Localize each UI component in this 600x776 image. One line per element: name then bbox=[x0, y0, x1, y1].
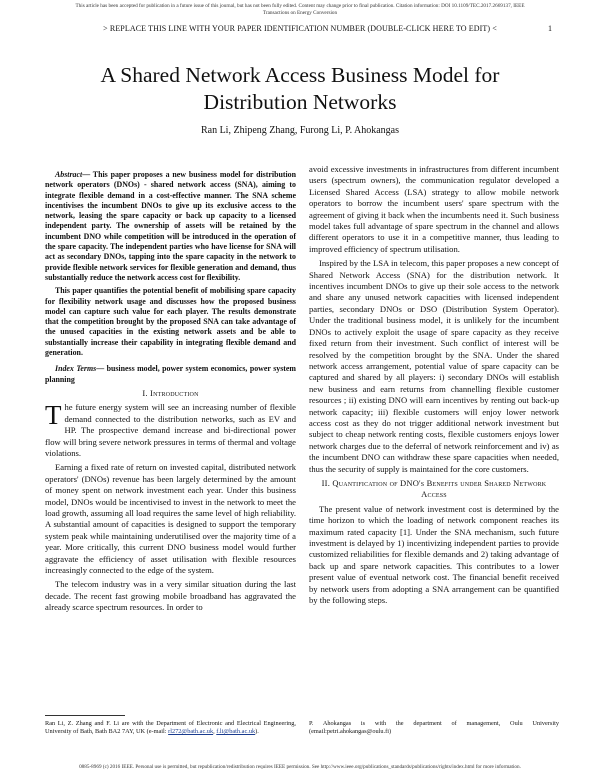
footnote-divider bbox=[45, 715, 125, 716]
section-heading-quantification: II. Quantification of DNO's Benefits under Shared Network Access bbox=[321, 477, 547, 500]
paper-id-placeholder[interactable]: > REPLACE THIS LINE WITH YOUR PAPER IDENTIFICATION NUMBER (DOUBLE-CLICK HERE TO EDIT) < bbox=[103, 24, 497, 33]
email-link-1[interactable]: rl272@bath.ac.uk bbox=[168, 728, 214, 735]
left-column bbox=[45, 170, 296, 617]
abstract-lead: Abstract bbox=[55, 170, 83, 179]
author-list: Ran Li, Zhipeng Zhang, Furong Li, P. Ahokangas bbox=[200, 125, 400, 136]
abstract-paragraph-1 bbox=[45, 170, 296, 283]
paper-title-line1: A Shared Network Access Business Model for bbox=[100, 63, 500, 87]
intro-paragraph-1 bbox=[45, 402, 296, 459]
publication-notice bbox=[0, 3, 600, 17]
abstract-text-1: — This paper proposes a new business model for distribution network operators (DNOs) - shared network access (SNA), aiming to integrate flexible demand in a cost-effective manner. The SNA scheme incentivises the incumbent DNOs to give up its exclusive access to the network, leasing the spare capacity or back up capacity to a licensed independent party. The ownership of assets will be retained by the incumbent DNO while competition will be introduced in the operation of the spare capacity. The independent parties who have license for SNA will act as secondary DNOs, tapping into the spare capacity in the network to provide flexible network services for flexible generation and demand, thus substantially reduce the network access cost for flexibility. bbox=[45, 170, 296, 282]
intro-paragraph-1-text: he future energy system will see an increasing number of flexible demand connected to the distribution networks, such as EV and HP. The prospective demand increase and bi-directional power flow will bring severe network pressures in terms of thermal and voltage violations. bbox=[45, 402, 296, 458]
index-terms-text: — business model, power system economics, power system planning bbox=[45, 364, 296, 384]
abstract bbox=[45, 170, 296, 358]
index-terms bbox=[45, 364, 296, 385]
index-terms-lead: Index Terms bbox=[55, 364, 97, 374]
publication-notice-line2: Transactions on Energy Conversion bbox=[262, 10, 338, 16]
publication-notice-line1: This article has been accepted for publication in a future issue of this journal, but has not been fully edited. Content may change prior to final publication. Citation information: DOI 10.1109/TEC.2017.2669137, IEEE bbox=[75, 3, 525, 9]
introduction-body bbox=[45, 402, 296, 613]
intro-paragraph-3: The telecom industry was in a very similar situation during the last decade. The recent fast growing mobile broadband has aggravated the already scarce spectrum resources. In order to bbox=[45, 579, 296, 613]
paper-title bbox=[40, 62, 560, 116]
right-paragraph-3: The present value of network investment cost is determined by the time horizon to which the loading of network component reaches its maximum rated capacity [1]. Under the SNA mechanism, such future investment is delayed by 1) incentivizing independent parties to provide customized reliabilities for flexible demands and 2) taking advantage of back up and spare network capacities. This contributes to a lower present value of eventual network cost. The financial benefit received by network users from adopting a SNA arrangement can be quantified by the following steps. bbox=[309, 503, 559, 606]
email-link-2[interactable]: f.li@bath.ac.uk bbox=[216, 728, 256, 735]
footnote-left-end: ). bbox=[255, 728, 259, 735]
paper-title-line2: Distribution Networks bbox=[203, 90, 397, 114]
footnote-right: P. Ahokangas is with the department of management, Oulu University (email:petri.ahokangas@oulu.fi) bbox=[309, 720, 559, 735]
footnote-left-text: Ran Li, Z. Zhang and F. Li are with the Department of Electronic and Electrical Engineering, University of Bath, Bath BA2 7AY, UK (e-mail: bbox=[45, 720, 296, 735]
right-column bbox=[309, 164, 559, 609]
section-heading-introduction: I. Introduction bbox=[142, 387, 199, 398]
right-paragraph-2: Inspired by the LSA in telecom, this paper proposes a new concept of Shared Network Access (SNA) for the distribution network. It incentives incumbent DNOs to give up their sole access to the network and share any unused network capacities with licensed independent parties, secondary DNOs or DSO (Distribution System Operator). Under the traditional business model, it is unlikely for the incumbent DNOs to actively exploit the usage of spare capacity as they receive fixed return from their investment. Such conflict of interest will be resolved by the competition brought by the SNA. Under the shared network access arrangement, potential value of spare capacity can be captured and shared by all players: i) secondary DNOs will establish new business and earn returns from channelling flexible customer resources ; ii) existing DNO will earn incentives by renting out back-up network capacity; iii) flexible customers will enjoy lower network access cost as they do not trigger additional network investment but subject to cheap network renting costs, flexible customers enjoys lower network charges due to the deferral of network reinforcement and iv) as the incumbent DNO can withdraw these spare capacities when needed, thus the security of supply is maintained for the core customers. bbox=[309, 258, 559, 474]
abstract-paragraph-2: This paper quantifies the potential benefit of mobilising spare capacity for flexibility network usage and discusses how the proposed business model can capture such value for each player. The results demonstrate that the competition brought by the proposed SNA can take advantage of the unused capacities in the existing network assets and be able to substantially increase their capability in integrating flexible demand and generation. bbox=[45, 286, 296, 358]
drop-cap: T bbox=[45, 400, 62, 431]
intro-paragraph-2: Earning a fixed rate of return on invested capital, distributed network operators' (DNOs) revenue has been largely determined by the amount of money spent on network investment each year. Under this business model, DNOs would be incentivised to invest in the network to meet the load growth, assuming all load requires the same level of high reliability. A substantial amount of capacities is designed to support the temporary system peak while maintaining underutilised over the majority time of a year. More critically, this current DNO business model would further aggravate the efficiency of asset utilisation with flexible resources increasingly connected to the edge of the system. bbox=[45, 462, 296, 576]
right-paragraph-1: avoid excessive investments in infrastructures from different incumbent users (spectrum owners), the communication regulator developed a Licensed Shared Access (LSA) strategy to allow mobile network operators to borrow the incumbent users' spare spectrum with the agreement of giving it back when the incumbents need it. Such business model takes full advantage of spare spectrum in the channel and allows different operators to use it in a competitive manner, thus leading to improved efficiency of spectrum utilisation. bbox=[309, 164, 559, 254]
page-number: 1 bbox=[548, 24, 552, 33]
footnote-separator: , bbox=[213, 728, 217, 735]
copyright-notice: 0885-8969 (c) 2016 IEEE. Personal use is permitted, but republication/redistribution requires IEEE permission. See http://www.ieee.org/publications_standards/publications/rights/index.html for more information. bbox=[79, 764, 521, 770]
footnote-left bbox=[45, 720, 296, 736]
